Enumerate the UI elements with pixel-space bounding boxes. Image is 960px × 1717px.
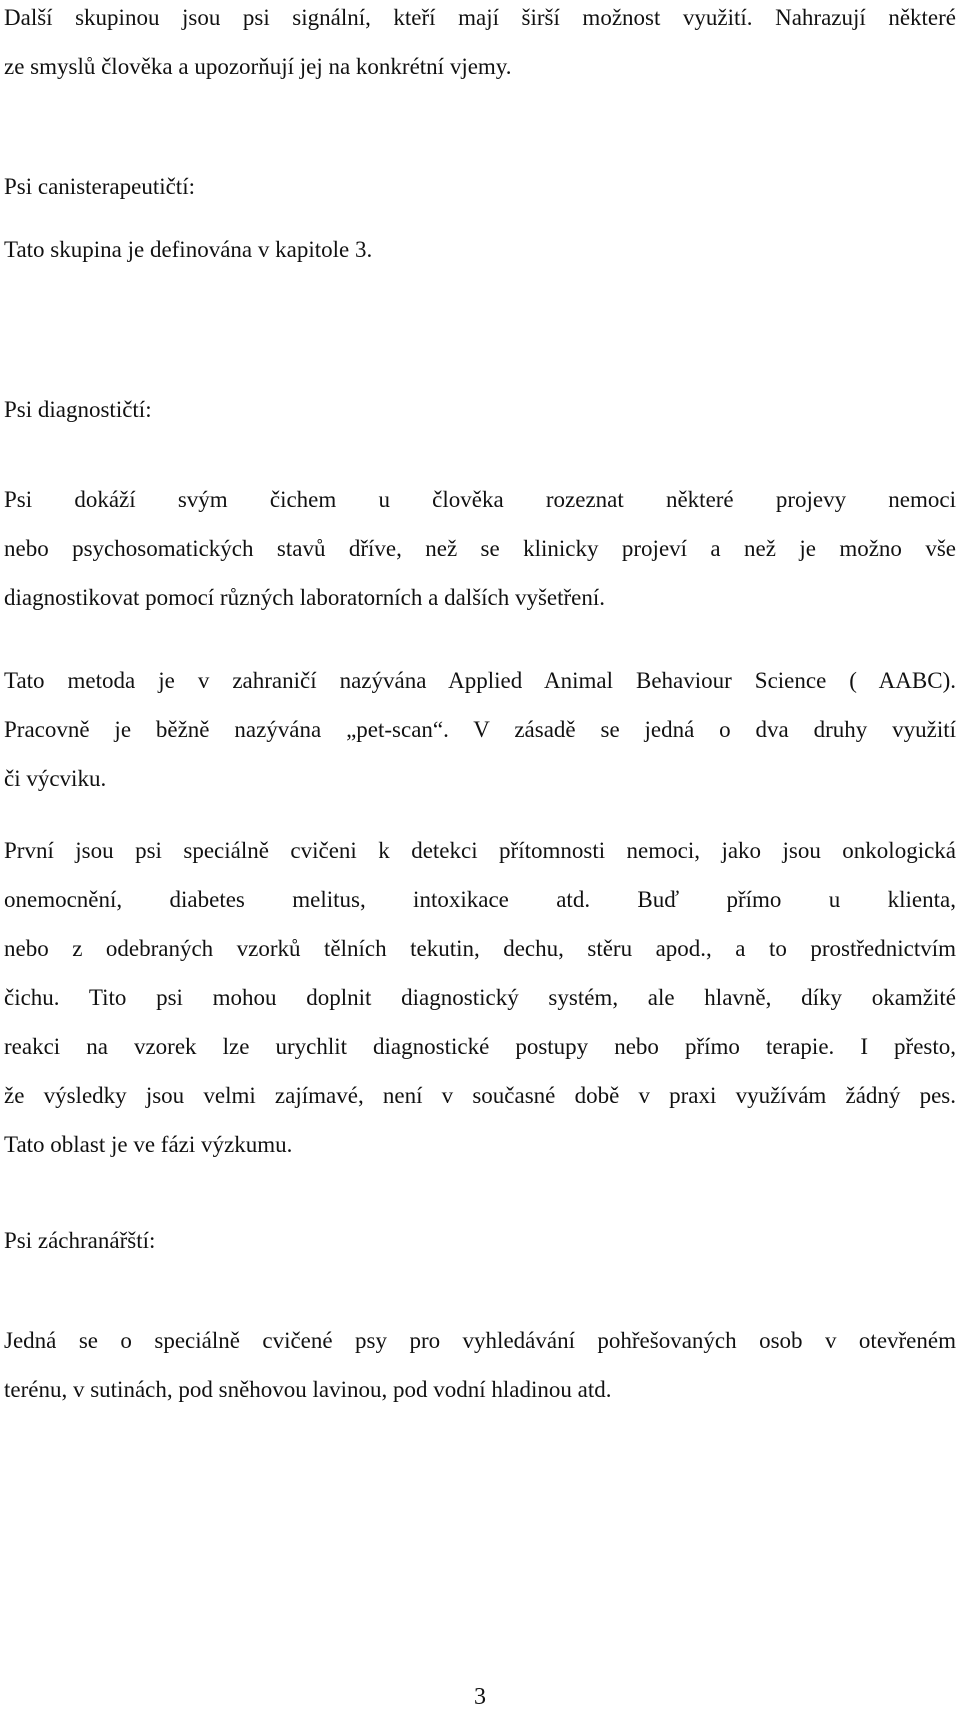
section-heading: Psi záchranářští: <box>4 1228 156 1253</box>
heading-canistherapy-dogs <box>4 162 956 211</box>
paragraph-diagnostic <box>4 475 956 622</box>
text-line: První jsou psi speciálně cvičeni k detekci přítomnosti nemoci, jako jsou onkologická <box>4 838 956 863</box>
page-number: 3 <box>474 1684 486 1710</box>
paragraph-signal-dogs <box>4 0 956 91</box>
text-line: Jedná se o speciálně cvičené psy pro vyhledávání pohřešovaných osob v otevřeném <box>4 1328 956 1353</box>
text-line: nebo z odebraných vzorků tělních tekutin, dechu, stěru apod., a to prostřednictvím <box>4 936 956 961</box>
text-line: reakci na vzorek lze urychlit diagnostické postupy nebo přímo terapie. I přesto, <box>4 1034 956 1059</box>
text-line: Pracovně je běžně nazývána „pet-scan“. V zásadě se jedná o dva druhy využití <box>4 717 956 742</box>
heading-diagnostic-dogs <box>4 385 956 434</box>
text-line: onemocnění, diabetes melitus, intoxikace atd. Buď přímo u klienta, <box>4 887 956 912</box>
text-line: či výcviku. <box>4 766 107 791</box>
text-line: nebo psychosomatických stavů dříve, než se klinicky projeví a než je možno vše <box>4 536 956 561</box>
text-line: Tato skupina je definována v kapitole 3. <box>4 237 373 262</box>
section-heading: Psi diagnostičtí: <box>4 397 152 422</box>
paragraph-first-group <box>4 826 956 1169</box>
text-line: čichu. Tito psi mohou doplnit diagnostický systém, ale hlavně, díky okamžité <box>4 985 956 1010</box>
text-line: Tato oblast je ve fázi výzkumu. <box>4 1132 293 1157</box>
text-line: Psi dokáží svým čichem u člověka rozeznat některé projevy nemoci <box>4 487 956 512</box>
text-line: že výsledky jsou velmi zajímavé, není v současné době v praxi využívám žádný pes. <box>4 1083 956 1108</box>
paragraph-canistherapy <box>4 225 956 274</box>
heading-rescue-dogs <box>4 1216 956 1265</box>
text-line: Další skupinou jsou psi signální, kteří mají širší možnost využití. Nahrazují některé <box>4 5 956 30</box>
paragraph-rescue <box>4 1316 956 1414</box>
section-heading: Psi canisterapeutičtí: <box>4 174 195 199</box>
paragraph-method <box>4 656 956 803</box>
text-line: diagnostikovat pomocí různých laboratorních a dalších vyšetření. <box>4 585 606 610</box>
text-line: terénu, v sutinách, pod sněhovou lavinou, pod vodní hladinou atd. <box>4 1377 612 1402</box>
text-line: ze smyslů člověka a upozorňují jej na konkrétní vjemy. <box>4 54 512 79</box>
text-line: Tato metoda je v zahraničí nazývána Applied Animal Behaviour Science ( AABC). <box>4 668 956 693</box>
